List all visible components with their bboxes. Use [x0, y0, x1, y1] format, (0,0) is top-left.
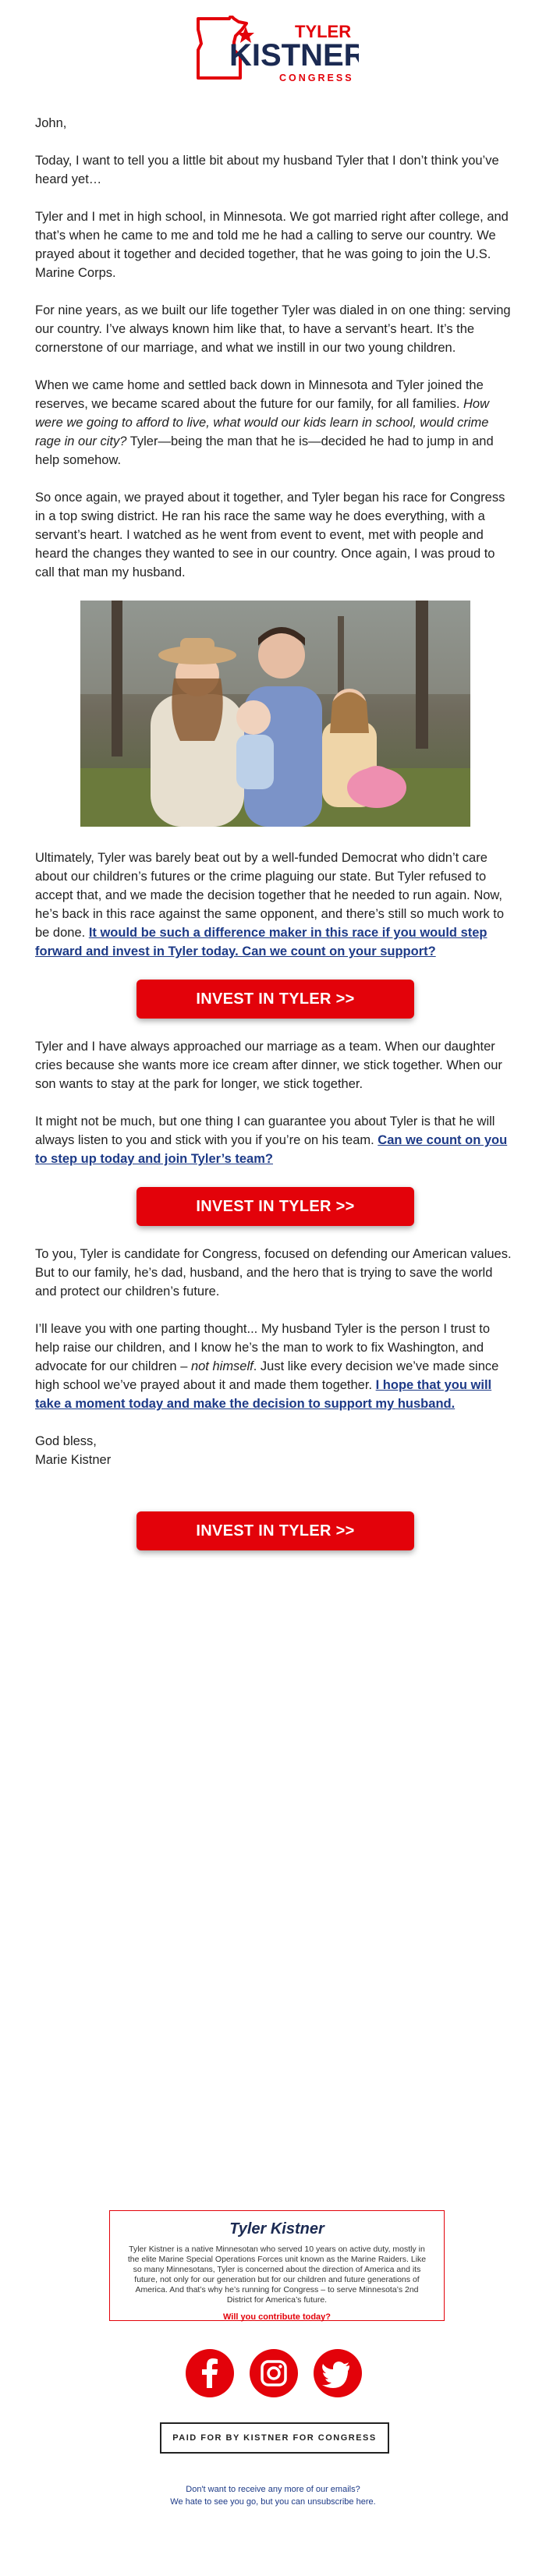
footer-title: Tyler Kistner	[229, 2220, 324, 2238]
social-links	[186, 2349, 362, 2399]
kistner-logo	[195, 16, 359, 86]
invest-button-3[interactable]: INVEST IN TYLER >>	[136, 1511, 414, 1550]
invest-button-1[interactable]: INVEST IN TYLER >>	[136, 980, 414, 1019]
signoff: God bless, Marie Kistner	[35, 1434, 112, 1467]
paragraph-6: Ultimately, Tyler was barely beat out by a well-funded Democrat who didn’t care about our children’s futures or the crime plaguing our state. But Tyler refused to accept that, and we made the decision together that he needed to run again. Now, he’s back in this race against the same opponent, and there’s still so much work to be done. It would be such a difference maker in this race if you would step forward and invest in Tyler today. Can we count on your support?	[35, 851, 505, 958]
support-link-2[interactable]: Can we count on you to step up today and join Tyler’s team?	[35, 1133, 508, 1166]
greeting: John,	[35, 116, 67, 130]
logo-first-name: TYLER	[295, 22, 352, 41]
paragraph-1: Today, I want to tell you a little bit about my husband Tyler that I don’t think you’ve heard yet…	[35, 154, 499, 186]
footer-bio-box	[109, 2210, 445, 2321]
support-link-1[interactable]: It would be such a difference maker in this race if you would step forward and invest in Tyler today. Can we count on your support?	[35, 926, 488, 958]
unsubscribe-link[interactable]: here	[356, 2497, 374, 2507]
twitter-icon[interactable]	[314, 2349, 362, 2397]
paid-for-notice: PAID FOR BY KISTNER FOR CONGRESS	[160, 2422, 389, 2454]
paragraph-10-italic: not himself	[190, 1359, 254, 1373]
family-photo	[80, 601, 470, 827]
paragraph-4-italic: How were we going to afford to live, what would our kids learn in school, would crime rage in our city?	[35, 397, 490, 448]
logo-last-name: KISTNER	[229, 38, 359, 73]
logo-subtitle: CONGRESS	[279, 73, 354, 83]
invest-button-2[interactable]: INVEST IN TYLER >>	[136, 1187, 414, 1226]
paragraph-2: Tyler and I met in high school, in Minnesota. We got married right after college, and that’s when he came to me and told me he had a calling to serve our country. We prayed about it together and decided together, that he was going to join the U.S. Marine Corps.	[35, 210, 509, 280]
support-link-3[interactable]: I hope that you will take a moment today and make the decision to support my husband.	[35, 1378, 492, 1411]
paragraph-4: When we came home and settled back down in Minnesota and Tyler joined the reserves, we became scared about the future for our family, for all families. How were we going to afford to live, what would our kids learn in school, would crime rage in our city? Tyler—being the man that he is—decided he had to jump in and help somehow.	[35, 378, 494, 467]
instagram-icon[interactable]	[250, 2349, 298, 2397]
footer-bio: Tyler Kistner is a native Minnesotan who served 10 years on active duty, mostly in the elite Marine Special Operations Forces unit known as the Marine Raiders. Like so many Minnesotans, Tyler is concerned about the direction of America and its future, not only for our generation but for our children and future generations of America. And that’s why he’s running for Congress – to serve Minnesota’s 2nd District for America’s future.	[127, 2245, 427, 2305]
signature: Marie Kistner	[35, 1453, 112, 1467]
contribute-link[interactable]: Will you contribute today?	[222, 2312, 331, 2322]
paragraph-5: So once again, we prayed about it together, and Tyler began his race for Congress in a top swing district. He ran his race the same way he does everything, with a servant’s heart. I watched as he went from event to event, met with people and heard the changes they wanted to see in our country. Once again, I was proud to call that man my husband.	[35, 491, 505, 579]
facebook-icon[interactable]	[186, 2349, 234, 2397]
paragraph-7: Tyler and I have always approached our marriage as a team. When our daughter cries because she wants more ice cream after dinner, we stick together. When our son wants to stay at the park for longer, we stick together.	[35, 1040, 502, 1091]
paragraph-3: For nine years, as we built our life together Tyler was dialed in on one thing: serving our country. I’ve always known him like that, to have a servant’s heart. It’s the cornerstone of our marriage, and what we instill in our two young children.	[35, 303, 511, 355]
paragraph-9: To you, Tyler is candidate for Congress, focused on defending our American values. But to our family, he’s dad, husband, and the hero that is trying to save the world and protect our children’s future.	[35, 1247, 512, 1299]
paragraph-10: I’ll leave you with one parting thought... My husband Tyler is the person I trust to help raise our children, and I know he’s the man to work to fix Washington, and advocate for our children – not himself. Just like every decision we’ve made since high school we’ve prayed about it and made them together. I hope that you will take a moment today and make the decision to support my husband.	[35, 1322, 499, 1411]
paragraph-8: It might not be much, but one thing I can guarantee you about Tyler is that he will always listen to you and stick with you if you’re on his team. Can we count on you to step up today and join Tyler’s team?	[35, 1114, 508, 1166]
email-body	[35, 114, 516, 1569]
unsubscribe-notice: Don't want to receive any more of our emails? We hate to see you go, but you can unsubscribe here.	[170, 2485, 376, 2507]
